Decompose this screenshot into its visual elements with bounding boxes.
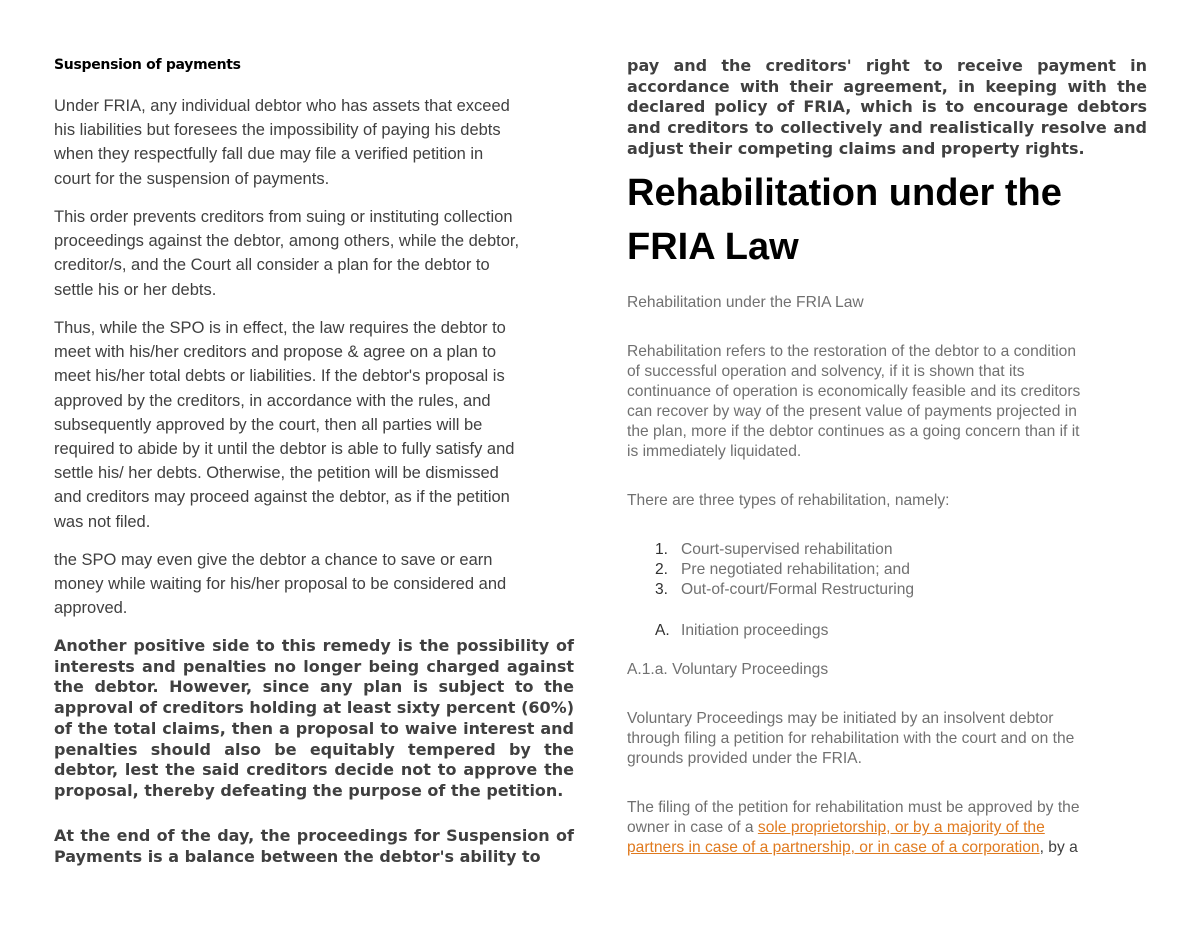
text-fragment: , by a bbox=[1039, 839, 1078, 857]
entity-type-link-continued[interactable]: partners in case of a partnership, or in case of a corporation bbox=[627, 839, 1040, 857]
list-item bbox=[627, 560, 1142, 580]
paragraph-order-prevents bbox=[54, 205, 574, 302]
text-line: required to abide by it until the debtor is able to fully satisfy and bbox=[54, 440, 515, 459]
text-line: can recover by way of the present value of payments projected in bbox=[627, 403, 1077, 421]
paragraph-positive-side: Another positive side to this remedy is the possibility of interests and penalties no longer being charged against the debtor. However, since any plan is subject to the approval of creditors holding at least sixty percent (60%) of the total claims, then a proposal to waive interest and penalties should also be equitably tempered by the debtor, lest the said creditors decide not to approve the proposal, thereby defeating the purpose of the petition. bbox=[54, 636, 574, 800]
text-line: and creditors may proceed against the debtor, as if the petition bbox=[54, 488, 510, 507]
text-line: subsequently approved by the court, then all parties will be bbox=[54, 415, 483, 434]
text-line: settle his or her debts. bbox=[54, 280, 217, 299]
text-line: approved by the creditors, in accordance with the rules, and bbox=[54, 391, 491, 410]
text-line: court for the suspension of payments. bbox=[54, 169, 330, 188]
paragraph-spo-chance bbox=[54, 548, 574, 621]
text-line: was not filed. bbox=[54, 512, 151, 531]
text-line: approved. bbox=[54, 599, 128, 618]
text-line: grounds provided under the FRIA. bbox=[627, 750, 862, 768]
title-line: Rehabilitation under the bbox=[627, 172, 1062, 214]
list-item bbox=[627, 621, 1142, 641]
list-marker: A. bbox=[655, 622, 670, 639]
section-heading-suspension: Suspension of payments bbox=[54, 57, 241, 73]
list-marker: 2. bbox=[655, 561, 669, 579]
list-item bbox=[627, 580, 1142, 600]
text-line: meet with his/her creditors and propose & agree on a plan to bbox=[54, 343, 497, 362]
text-line: when they respectfully fall due may file a verified petition in bbox=[54, 145, 484, 164]
subtitle: Rehabilitation under the FRIA Law bbox=[627, 294, 864, 311]
text-line: of successful operation and solvency, if it is shown that its bbox=[627, 363, 1025, 381]
paragraph-fria-intro bbox=[54, 94, 574, 191]
entity-type-link[interactable]: sole proprietorship, or by a majority of the bbox=[757, 819, 1045, 837]
text-line: continuance of operation is economically feasible and its creditors bbox=[627, 383, 1081, 401]
page-title bbox=[627, 166, 1167, 274]
title-line: FRIA Law bbox=[627, 226, 799, 268]
text-line: creditor/s, and the Court all consider a plan for the debtor to bbox=[54, 256, 490, 275]
text-line: settle his/ her debts. Otherwise, the petition will be dismissed bbox=[54, 464, 499, 483]
list-marker: 3. bbox=[655, 581, 669, 599]
paragraph-end-of-day: At the end of the day, the proceedings for Suspension of Payments is a balance between the debtor's ability to bbox=[54, 826, 574, 866]
list-marker: 1. bbox=[655, 541, 669, 558]
paragraph-types-intro: There are three types of rehabilitation, namely: bbox=[627, 492, 950, 509]
list-item-text: Court-supervised rehabilitation bbox=[681, 541, 893, 558]
list-item bbox=[627, 540, 1142, 560]
list-item-text: Initiation proceedings bbox=[681, 622, 829, 639]
list-item-text: Out-of-court/Formal Restructuring bbox=[681, 581, 915, 599]
text-line: This order prevents creditors from suing or instituting collection bbox=[54, 208, 513, 226]
text-line: Under FRIA, any individual debtor who has assets that exceed bbox=[54, 97, 510, 115]
text-line: the plan, more if the debtor continues as a going concern than if it bbox=[627, 423, 1080, 441]
text-line bbox=[627, 838, 1142, 858]
text-line: is immediately liquidated. bbox=[627, 443, 802, 461]
text-line: meet his/her total debts or liabilities. If the debtor's proposal is bbox=[54, 367, 505, 386]
paragraph-filing-petition bbox=[627, 798, 1142, 858]
text-line: The filing of the petition for rehabilitation must be approved by the bbox=[627, 799, 1080, 816]
text-line bbox=[627, 818, 1142, 838]
paragraph-spo-effect bbox=[54, 316, 574, 534]
text-line: his liabilities but foresees the impossibility of paying his debts bbox=[54, 121, 501, 140]
text-line: money while waiting for his/her proposal to be considered and bbox=[54, 575, 507, 594]
subheading-voluntary: A.1.a. Voluntary Proceedings bbox=[627, 661, 829, 678]
paragraph-voluntary-proceedings bbox=[627, 709, 1142, 769]
rehabilitation-types-list bbox=[627, 540, 1142, 600]
paragraph-rehabilitation-definition bbox=[627, 342, 1142, 463]
text-fragment: owner in case of a bbox=[627, 819, 758, 837]
text-line: Rehabilitation refers to the restoration of the debtor to a condition bbox=[627, 343, 1077, 360]
text-line: through filing a petition for rehabilitation with the court and on the bbox=[627, 730, 1075, 748]
section-a-list bbox=[627, 621, 1142, 641]
text-line: Thus, while the SPO is in effect, the law requires the debtor to bbox=[54, 319, 506, 337]
text-line: proceedings against the debtor, among others, while the debtor, bbox=[54, 232, 520, 251]
text-line: Voluntary Proceedings may be initiated by an insolvent debtor bbox=[627, 710, 1054, 727]
text-line: the SPO may even give the debtor a chance to save or earn bbox=[54, 551, 493, 569]
paragraph-continued: pay and the creditors' right to receive payment in accordance with their agreement, in keeping with the declared policy of FRIA, which is to encourage debtors and creditors to collectively and realistically resolve and adjust their competing claims and property rights. bbox=[627, 56, 1147, 158]
list-item-text: Pre negotiated rehabilitation; and bbox=[681, 561, 910, 579]
